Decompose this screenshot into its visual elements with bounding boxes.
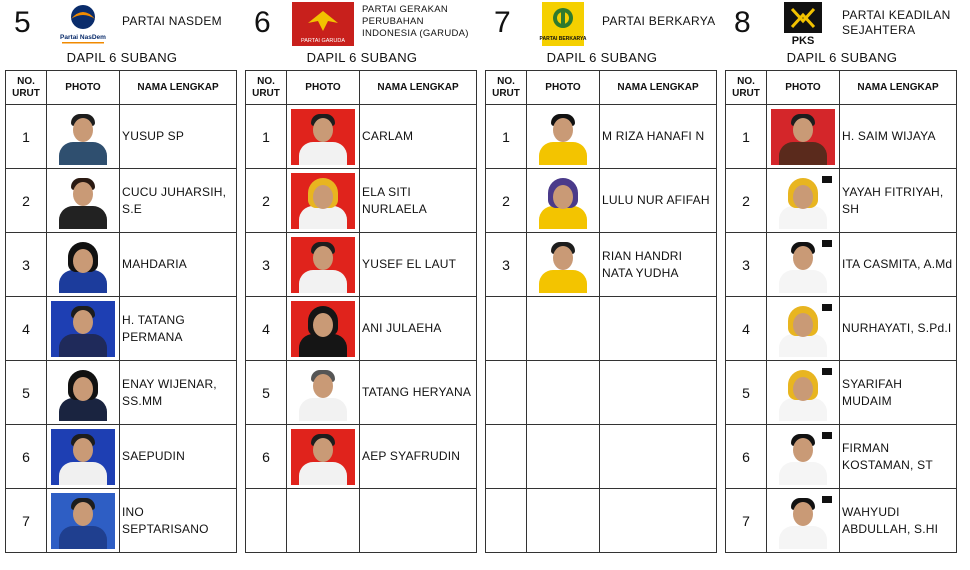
candidate-name: CUCU JUHARSIH, S.E	[120, 169, 237, 233]
table-row	[486, 361, 717, 425]
candidate-number	[246, 489, 287, 553]
candidate-number: 5	[6, 361, 47, 425]
candidate-photo-cell	[47, 425, 120, 489]
party-header	[244, 0, 480, 48]
candidate-number: 2	[6, 169, 47, 233]
candidate-photo-cell	[287, 297, 360, 361]
party-column-berkarya	[484, 0, 720, 570]
table-row	[6, 361, 237, 425]
candidate-name: RIAN HANDRI NATA YUDHA	[600, 233, 717, 297]
candidate-name	[600, 489, 717, 553]
candidate-photo	[771, 109, 835, 165]
candidate-number: 3	[6, 233, 47, 297]
table-row	[6, 297, 237, 361]
dapil-label: DAPIL 6 SUBANG	[66, 50, 178, 65]
candidate-number: 6	[6, 425, 47, 489]
table-row	[246, 489, 477, 553]
candidate-photo-cell	[47, 105, 120, 169]
svg-text:Partai NasDem: Partai NasDem	[60, 34, 106, 41]
col-header-no: NO. URUT	[486, 71, 527, 105]
candidate-photo	[531, 109, 595, 165]
candidate-photo-cell	[527, 105, 600, 169]
candidate-number: 4	[246, 297, 287, 361]
candidate-number: 2	[726, 169, 767, 233]
candidate-photo	[51, 301, 115, 357]
candidate-photo-cell	[47, 361, 120, 425]
col-header-name: NAMA LENGKAP	[840, 71, 957, 105]
party-number: 8	[734, 6, 751, 39]
table-row	[726, 105, 957, 169]
candidate-photo-cell	[527, 361, 600, 425]
candidate-number: 5	[246, 361, 287, 425]
candidate-photo-cell	[767, 297, 840, 361]
col-header-photo: PHOTO	[767, 71, 840, 105]
candidate-photo-cell	[287, 105, 360, 169]
candidate-photo-cell	[527, 425, 600, 489]
table-row	[486, 233, 717, 297]
candidate-photo-cell	[47, 489, 120, 553]
candidate-number: 1	[246, 105, 287, 169]
candidate-number: 7	[726, 489, 767, 553]
candidate-name: YAYAH FITRIYAH, SH	[840, 169, 957, 233]
candidate-photo	[771, 301, 835, 357]
table-row	[726, 169, 957, 233]
dapil-label: DAPIL 6 SUBANG	[546, 50, 658, 65]
candidate-name	[600, 361, 717, 425]
candidate-photo	[51, 237, 115, 293]
candidate-number	[486, 297, 527, 361]
candidate-photo	[51, 173, 115, 229]
col-header-name: NAMA LENGKAP	[120, 71, 237, 105]
table-row	[486, 169, 717, 233]
candidate-photo	[51, 429, 115, 485]
candidate-number: 4	[726, 297, 767, 361]
candidate-name: CARLAM	[360, 105, 477, 169]
table-row	[486, 297, 717, 361]
candidate-number: 1	[486, 105, 527, 169]
berkarya-logo	[530, 1, 596, 47]
candidate-table	[485, 70, 717, 553]
candidate-number: 3	[486, 233, 527, 297]
candidate-photo	[291, 301, 355, 357]
party-name: PARTAI BERKARYA	[602, 14, 716, 28]
party-number: 6	[254, 6, 271, 39]
candidate-photo	[51, 365, 115, 421]
candidate-photo-cell	[767, 233, 840, 297]
party-column-nasdem	[4, 0, 240, 570]
candidate-photo-cell	[287, 489, 360, 553]
candidate-name: LULU NUR AFIFAH	[600, 169, 717, 233]
candidate-name: H. SAIM WIJAYA	[840, 105, 957, 169]
col-header-no: NO. URUT	[6, 71, 47, 105]
candidate-name: M RIZA HANAFI N	[600, 105, 717, 169]
candidate-photo	[771, 173, 835, 229]
col-header-no: NO. URUT	[726, 71, 767, 105]
candidate-photo-cell	[287, 425, 360, 489]
party-header	[484, 0, 720, 48]
candidate-photo-cell	[287, 361, 360, 425]
candidate-name: WAHYUDI ABDULLAH, S.HI	[840, 489, 957, 553]
candidate-name	[600, 425, 717, 489]
candidate-photo	[291, 365, 355, 421]
table-row	[486, 489, 717, 553]
table-row	[246, 233, 477, 297]
party-name: PARTAI NASDEM	[122, 14, 222, 28]
candidate-photo	[291, 173, 355, 229]
candidate-name: YUSUP SP	[120, 105, 237, 169]
candidate-name: SYARIFAH MUDAIM	[840, 361, 957, 425]
table-row	[726, 297, 957, 361]
candidate-name: MAHDARIA	[120, 233, 237, 297]
candidate-number: 2	[486, 169, 527, 233]
table-row	[726, 489, 957, 553]
candidate-table	[245, 70, 477, 553]
col-header-photo: PHOTO	[47, 71, 120, 105]
candidate-name: INO SEPTARISANO	[120, 489, 237, 553]
candidate-name: ITA CASMITA, A.Md	[840, 233, 957, 297]
candidate-photo-cell	[767, 425, 840, 489]
candidate-number: 6	[246, 425, 287, 489]
party-column-pks	[724, 0, 960, 570]
candidate-photo	[531, 173, 595, 229]
candidate-photo-cell	[47, 169, 120, 233]
candidate-photo	[51, 109, 115, 165]
candidate-photo-cell	[287, 233, 360, 297]
candidate-name	[600, 297, 717, 361]
table-row	[246, 425, 477, 489]
col-header-photo: PHOTO	[527, 71, 600, 105]
candidate-number: 7	[6, 489, 47, 553]
candidate-photo-cell	[767, 361, 840, 425]
candidate-number: 6	[726, 425, 767, 489]
party-header	[724, 0, 960, 48]
garuda-logo	[290, 1, 356, 47]
candidate-name: ENAY WIJENAR, SS.MM	[120, 361, 237, 425]
party-number: 5	[14, 6, 31, 39]
table-row	[726, 425, 957, 489]
candidate-photo	[771, 237, 835, 293]
candidate-name: FIRMAN KOSTAMAN, ST	[840, 425, 957, 489]
svg-text:PARTAI BERKARYA: PARTAI BERKARYA	[539, 36, 587, 42]
candidate-number: 1	[6, 105, 47, 169]
table-row	[6, 425, 237, 489]
table-row	[486, 105, 717, 169]
table-row	[246, 361, 477, 425]
table-row	[6, 489, 237, 553]
dapil-label: DAPIL 6 SUBANG	[786, 50, 898, 65]
pks-logo	[770, 1, 836, 47]
candidate-photo	[771, 493, 835, 549]
candidate-photo-cell	[767, 169, 840, 233]
candidate-photo-cell	[287, 169, 360, 233]
candidate-photo-cell	[47, 297, 120, 361]
candidate-table	[725, 70, 957, 553]
candidate-number: 3	[246, 233, 287, 297]
candidate-name: ELA SITI NURLAELA	[360, 169, 477, 233]
candidate-photo-cell	[527, 297, 600, 361]
candidate-name: AEP SYAFRUDIN	[360, 425, 477, 489]
candidate-photo-cell	[527, 169, 600, 233]
candidate-name: YUSEF EL LAUT	[360, 233, 477, 297]
table-row	[6, 169, 237, 233]
table-row	[246, 105, 477, 169]
candidate-photo-cell	[527, 233, 600, 297]
candidate-name: H. TATANG PERMANA	[120, 297, 237, 361]
col-header-name: NAMA LENGKAP	[360, 71, 477, 105]
candidate-photo	[531, 237, 595, 293]
party-name: PARTAI KEADILAN SEJAHTERA	[842, 8, 951, 37]
candidate-photo-cell	[767, 489, 840, 553]
party-name: PARTAI GERAKAN PERUBAHAN INDONESIA (GARUDA)	[362, 4, 469, 39]
party-header	[4, 0, 240, 48]
candidate-number	[486, 425, 527, 489]
dapil-label: DAPIL 6 SUBANG	[306, 50, 418, 65]
candidate-number: 1	[726, 105, 767, 169]
candidate-photo	[291, 109, 355, 165]
candidate-name: SAEPUDIN	[120, 425, 237, 489]
table-row	[726, 233, 957, 297]
candidate-photo	[771, 365, 835, 421]
candidate-photo	[291, 237, 355, 293]
candidate-number: 3	[726, 233, 767, 297]
candidate-number: 5	[726, 361, 767, 425]
nasdem-logo	[50, 1, 116, 47]
candidate-name	[360, 489, 477, 553]
party-number: 7	[494, 6, 511, 39]
table-row	[6, 105, 237, 169]
candidate-number: 4	[6, 297, 47, 361]
col-header-name: NAMA LENGKAP	[600, 71, 717, 105]
candidate-name: ANI JULAEHA	[360, 297, 477, 361]
col-header-no: NO. URUT	[246, 71, 287, 105]
svg-text:PKS: PKS	[791, 35, 815, 47]
candidate-name: TATANG HERYANA	[360, 361, 477, 425]
table-row	[246, 169, 477, 233]
table-row	[246, 297, 477, 361]
candidate-number: 2	[246, 169, 287, 233]
candidate-photo-cell	[527, 489, 600, 553]
table-row	[486, 425, 717, 489]
table-row	[726, 361, 957, 425]
candidate-photo	[291, 429, 355, 485]
candidate-photo-cell	[767, 105, 840, 169]
table-row	[6, 233, 237, 297]
candidate-table	[5, 70, 237, 553]
party-column-garuda	[244, 0, 480, 570]
candidate-photo-cell	[47, 233, 120, 297]
col-header-photo: PHOTO	[287, 71, 360, 105]
svg-text:PARTAI GARUDA: PARTAI GARUDA	[300, 38, 346, 44]
candidate-photo	[51, 493, 115, 549]
candidate-number	[486, 361, 527, 425]
candidate-photo	[771, 429, 835, 485]
candidate-number	[486, 489, 527, 553]
candidate-name: NURHAYATI, S.Pd.I	[840, 297, 957, 361]
